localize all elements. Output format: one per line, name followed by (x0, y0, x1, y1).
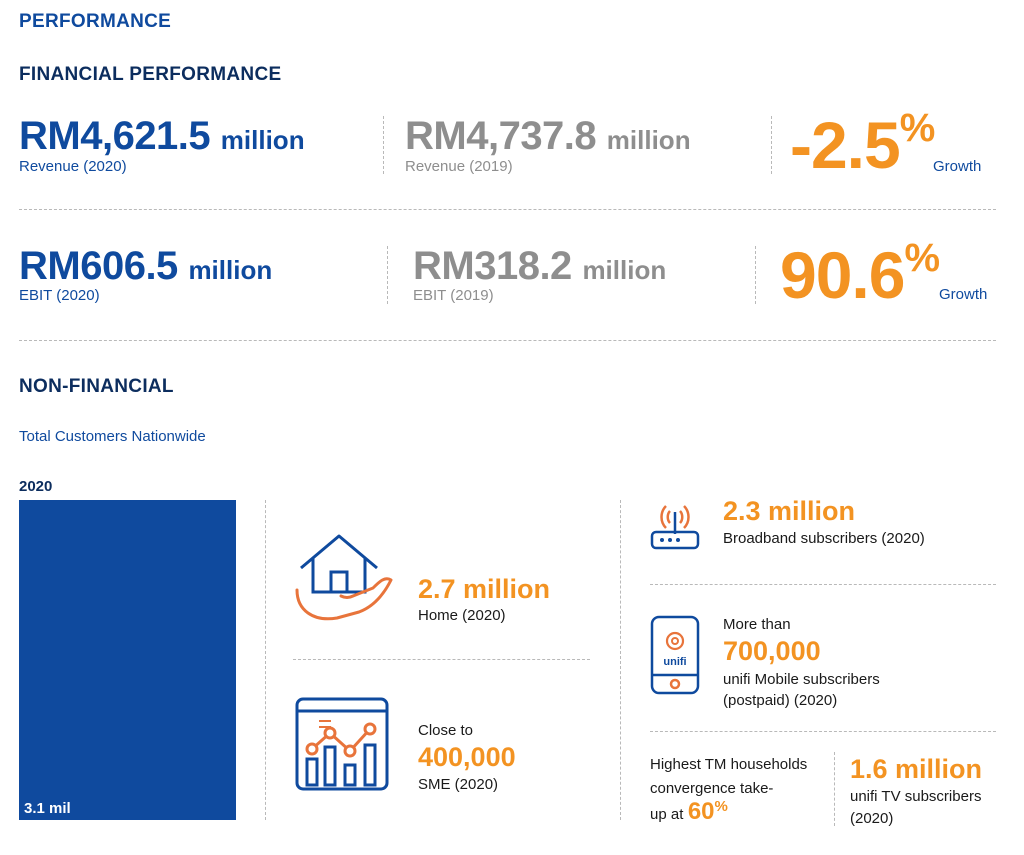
convergence-line3 (650, 798, 728, 826)
unifi-icon-text: unifi (663, 656, 687, 668)
divider (293, 659, 590, 660)
ebit-2020-label: EBIT (2020) (19, 287, 100, 304)
revenue-growth (790, 106, 935, 182)
divider (19, 340, 996, 341)
total-customers-subtitle: Total Customers Nationwide (19, 428, 206, 445)
divider (19, 209, 996, 210)
revenue-2019-value: RM4,737.8 (405, 114, 597, 158)
ebit-2019-unit: million (582, 255, 667, 285)
total-customers-bar (19, 500, 236, 820)
mobile-label-line2: (postpaid) (2020) (723, 692, 838, 709)
router-icon (650, 500, 700, 552)
divider (383, 116, 384, 174)
ebit-2020-unit: million (188, 255, 273, 285)
mobile-prefix: More than (723, 616, 791, 633)
revenue-2020-value: RM4,621.5 (19, 114, 211, 158)
tv-label-line1: unifi TV subscribers (850, 788, 982, 805)
ebit-2019-value: RM318.2 (413, 244, 572, 288)
tv-value: 1.6 million (850, 754, 983, 784)
revenue-2020-label: Revenue (2020) (19, 158, 127, 175)
bar-value-label: 3.1 mil (24, 800, 71, 817)
divider (755, 246, 756, 304)
divider (834, 752, 835, 826)
mobile-value: 700,000 (723, 636, 821, 666)
ebit-growth (780, 236, 940, 312)
house-in-hand-icon (293, 530, 393, 625)
ebit-2019-amount (413, 246, 666, 286)
home-label: Home (2020) (418, 607, 506, 624)
sme-label: SME (2020) (418, 776, 499, 793)
revenue-2019-amount (405, 116, 691, 156)
divider (620, 500, 621, 820)
convergence-line3-text: up at (650, 806, 684, 823)
mobile-label-line1: unifi Mobile subscribers (723, 671, 880, 688)
sme-value: 400,000 (418, 742, 516, 772)
bar-year-label: 2020 (19, 478, 53, 495)
revenue-growth-value: -2.5 (790, 108, 900, 182)
ebit-growth-label: Growth (939, 286, 988, 303)
ebit-growth-symbol: % (904, 236, 940, 280)
convergence-line1: Highest TM households (650, 756, 808, 773)
tv-label-line2: (2020) (850, 810, 894, 827)
ebit-2020-amount (19, 246, 272, 286)
convergence-symbol: % (714, 798, 728, 815)
ebit-growth-value: 90.6 (780, 238, 905, 312)
revenue-2019-unit: million (606, 125, 691, 155)
revenue-growth-symbol: % (899, 106, 935, 150)
divider (771, 116, 772, 174)
analytics-dashboard-icon (295, 697, 389, 791)
revenue-2020-unit: million (220, 125, 305, 155)
non-financial-title: NON-FINANCIAL (19, 376, 174, 397)
convergence-line2: convergence take- (650, 780, 774, 797)
broadband-value: 2.3 million (723, 496, 856, 526)
smartphone-icon (650, 615, 700, 695)
section-title: PERFORMANCE (19, 11, 172, 32)
divider (650, 584, 996, 585)
home-value: 2.7 million (418, 574, 551, 604)
divider (387, 246, 388, 304)
broadband-label: Broadband subscribers (2020) (723, 530, 925, 547)
divider (650, 731, 996, 732)
revenue-growth-label: Growth (933, 158, 982, 175)
convergence-value: 60 (687, 798, 715, 825)
financial-performance-title: FINANCIAL PERFORMANCE (19, 64, 282, 85)
revenue-2019-label: Revenue (2019) (405, 158, 513, 175)
ebit-2020-value: RM606.5 (19, 244, 178, 288)
ebit-2019-label: EBIT (2019) (413, 287, 494, 304)
divider (265, 500, 266, 820)
revenue-2020-amount (19, 116, 305, 156)
sme-prefix: Close to (418, 722, 474, 739)
